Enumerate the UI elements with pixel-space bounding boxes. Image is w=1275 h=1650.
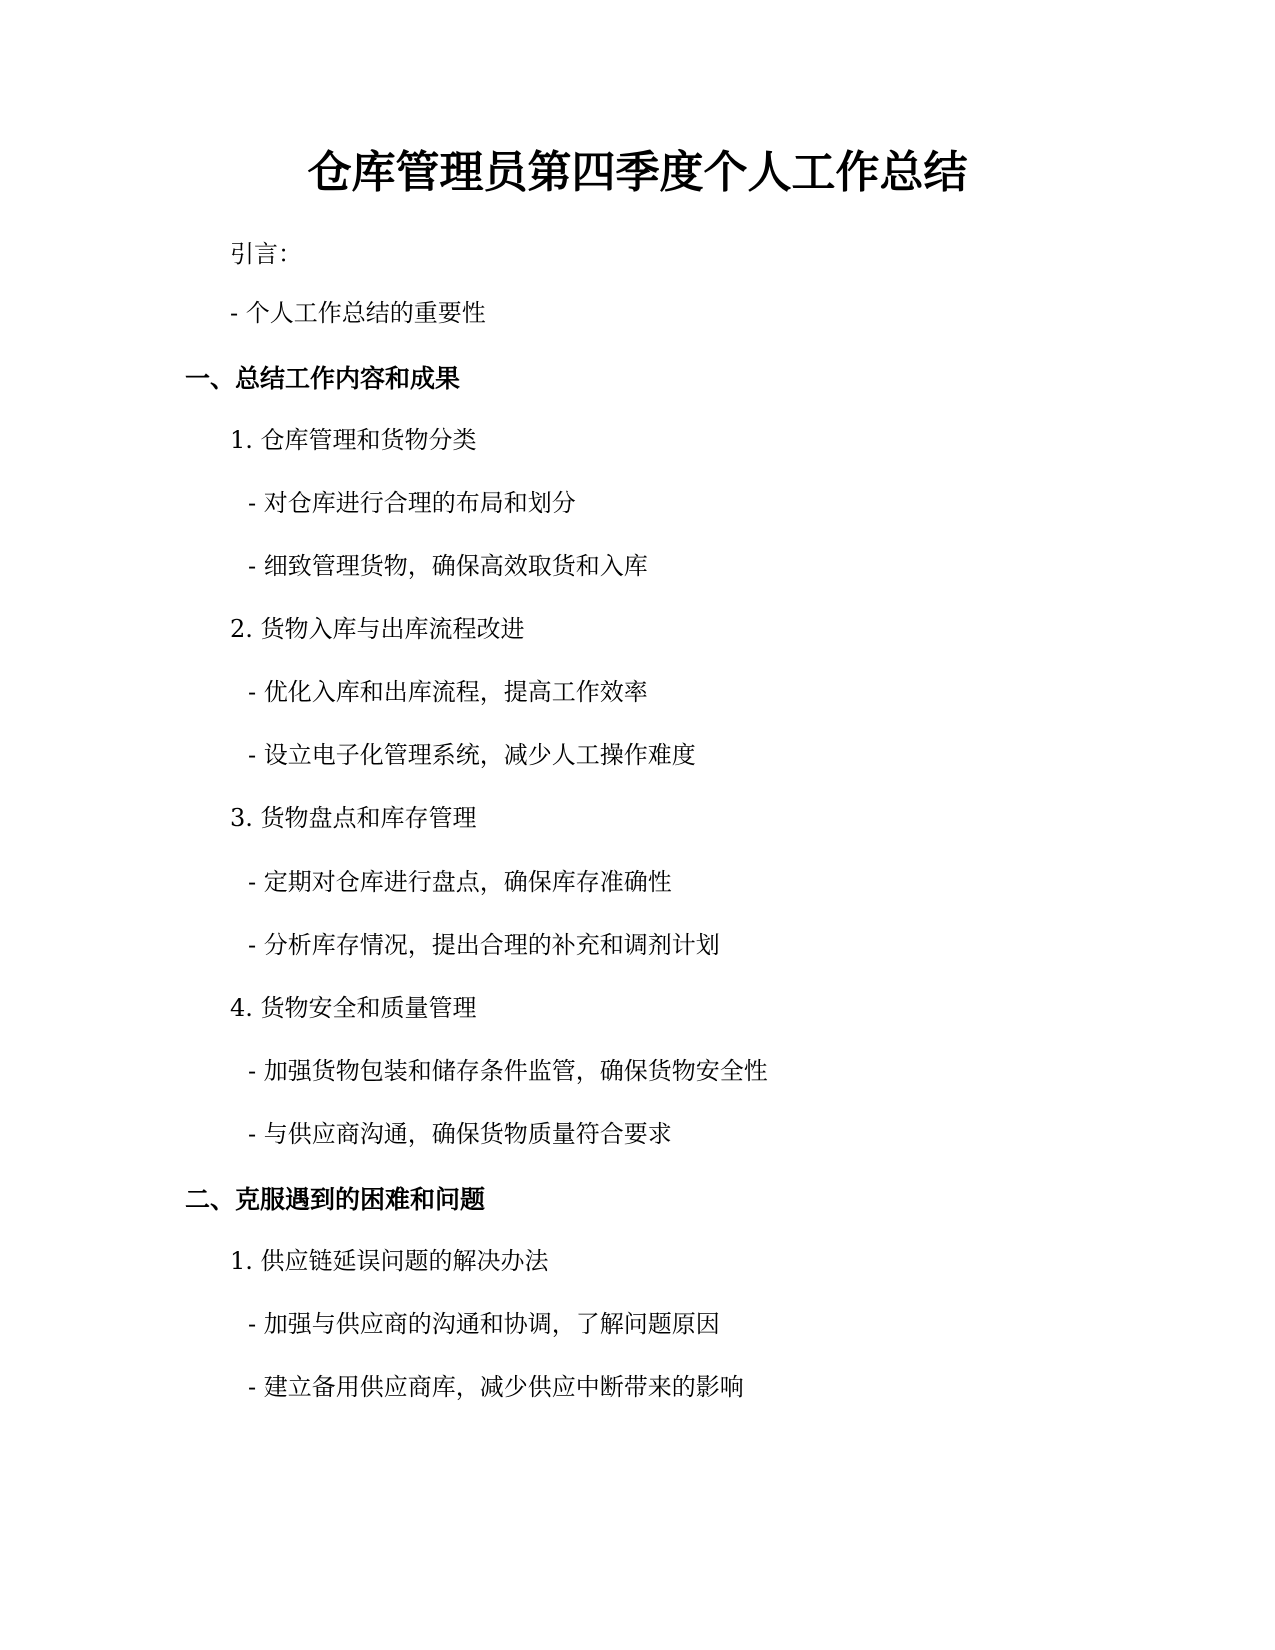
list-item-label: 1. 供应链延误问题的解决办法 [230,1247,549,1275]
list-item-point: - 加强货物包装和储存条件监管，确保货物安全性 [248,1057,768,1085]
list-item-point: - 定期对仓库进行盘点，确保库存准确性 [248,868,672,896]
list-item-label: 2. 货物入库与出库流程改进 [230,615,525,643]
section-heading-2: 二、克服遇到的困难和问题 [185,1185,486,1214]
section-heading-1: 一、总结工作内容和成果 [185,364,461,393]
list-item-point: - 优化入库和出库流程，提高工作效率 [248,678,648,706]
list-item-point: - 与供应商沟通，确保货物质量符合要求 [248,1120,672,1148]
list-item-label: 3. 货物盘点和库存管理 [230,804,477,832]
list-item-label: 4. 货物安全和质量管理 [230,994,477,1022]
list-item-point: - 设立电子化管理系统，减少人工操作难度 [248,741,696,769]
list-item-label: 1. 仓库管理和货物分类 [230,426,477,454]
intro-label: 引言： [230,240,302,268]
list-item-point: - 加强与供应商的沟通和协调，了解问题原因 [248,1310,720,1338]
document-title: 仓库管理员第四季度个人工作总结 [307,147,968,198]
list-item-point: - 建立备用供应商库，减少供应中断带来的影响 [248,1373,744,1401]
list-item-point: - 分析库存情况，提出合理的补充和调剂计划 [248,931,720,959]
list-item-point: - 对仓库进行合理的布局和划分 [248,489,576,517]
intro-point: - 个人工作总结的重要性 [230,299,486,327]
list-item-point: - 细致管理货物，确保高效取货和入库 [248,552,648,580]
